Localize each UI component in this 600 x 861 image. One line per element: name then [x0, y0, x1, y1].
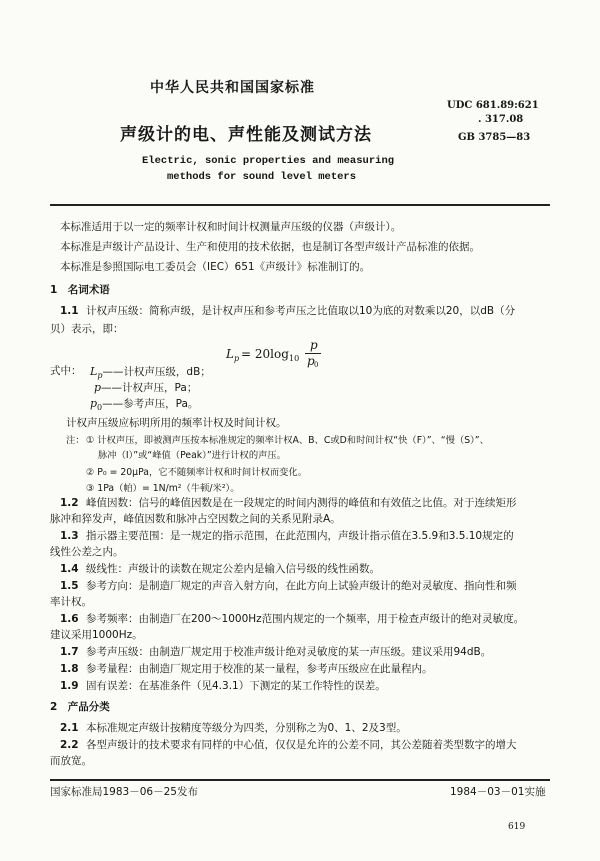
clause-1-1-after: 计权声压级应标明所用的频率计权及时间计权。: [66, 417, 287, 429]
clause-number: 1.4: [60, 563, 79, 575]
clause-1-1-line-2: 贝）表示，即：: [50, 323, 124, 335]
formula-eq: = 20log: [241, 347, 289, 361]
english-title-line-2: methods for sound level meters: [167, 171, 357, 183]
clause-line: 参考量程：由制造厂规定用于校准的某一量程，参考声压级应在此量程内。: [86, 663, 433, 675]
gb-number: GB 3785—83: [458, 132, 531, 143]
formula-numerator: p: [310, 338, 318, 352]
effective-date: 1984－03－01实施: [450, 786, 546, 798]
clause-line: 参考方向：是制造厂规定的声音入射方向，在此方向上试验声级计的绝对灵敏度、指向性和频: [86, 580, 517, 592]
clause-number: 1.7: [60, 646, 79, 658]
clause-line: 建议采用1000Hz。: [50, 629, 143, 641]
intro-paragraph-1: 本标准适用于以一定的频率计权和时间计权测量声压级的仪器（声级计）。: [60, 221, 402, 233]
header-divider: [50, 204, 550, 206]
definition-subscript: 0: [97, 403, 103, 413]
note-1-line-1: ① 计权声压，即被测声压按本标准规定的频率计权A、B、C或D和时间计权“快（F）”、“慢（S）”、: [86, 435, 489, 446]
page-number: 619: [508, 822, 526, 832]
issue-date: 国家标准局1983－06－25发布: [50, 786, 198, 798]
definition-row: [94, 380, 197, 395]
note-1-line-2: 脉冲（I）”或“峰值（Peak）”进行计权的声压。: [98, 450, 287, 461]
footer-divider: [50, 779, 550, 781]
clause-number: 1.6: [60, 613, 79, 625]
clause-line: 峰值因数：信号的峰值因数是在一段规定的时间内测得的峰值和有效值之比值。对于连续矩形: [86, 497, 517, 509]
formula-denominator-subscript: 0: [314, 361, 319, 369]
udc-code: UDC 681.89:621: [447, 100, 539, 111]
clause-line: 率计权。: [50, 596, 92, 608]
formula-lhs: L: [226, 347, 234, 361]
section-1-heading: 1 名词术语: [50, 284, 110, 296]
clause-line: 参考频率：由制造厂在200～1000Hz范围内规定的一个频率，用于检查声级计的绝对灵敏度。: [86, 613, 525, 625]
clause-line: 固有误差：在基准条件（见4.3.1）下测定的某工作特性的误差。: [86, 680, 386, 692]
document-title: 声级计的电、声性能及测试方法: [120, 125, 372, 145]
standard-type: 中华人民共和国国家标准: [150, 80, 315, 96]
definition-text: ——计权声压，Pa；: [101, 382, 198, 394]
clause-number: 1.8: [60, 663, 79, 675]
clause-line: 脉冲和猝发声，峰值因数和脉冲占空因数之间的关系见附录A。: [50, 513, 341, 525]
note-3: ③ 1Pa（帕）= 1N/m²（牛顿/米²）。: [86, 483, 240, 494]
clause-line: 各型声级计的技术要求有同样的中心值，仅仅是允许的公差不同，其公差随着类型数字的增大: [86, 739, 517, 751]
udc-code-continued: . 317.08: [478, 114, 524, 125]
formula-log-base: 10: [289, 354, 300, 363]
definition-subscript: p: [97, 371, 103, 381]
note-2: ② P₀ = 20μPa，它不随频率计权和时间计权而变化。: [86, 467, 308, 478]
where-label: 式中：: [50, 365, 82, 377]
section-2-heading: 2 产品分类: [50, 701, 110, 713]
intro-paragraph-2: 本标准是声级计产品设计、生产和使用的技术依据，也是制订各型声级计产品标准的依据。: [60, 241, 480, 253]
clause-number: 1.5: [60, 580, 79, 592]
formula-denominator: p: [307, 354, 315, 368]
clause-number: 1.3: [60, 530, 79, 542]
definition-text: ——参考声压，Pa。: [102, 398, 199, 410]
intro-paragraph-3: 本标准是参照国际电工委员会（IEC）651《声级计》标准制订的。: [60, 261, 371, 273]
clause-number: 2.1: [60, 722, 79, 734]
note-label: 注：: [66, 435, 85, 446]
formula-lhs-subscript: p: [234, 354, 240, 363]
clause-line: 线性公差之内。: [50, 546, 124, 558]
clause-line: 指示器主要范围：是一规定的指示范围，在此范围内，声级计指示值在3.5.9和3.5.10规定的: [86, 530, 514, 542]
clause-number: 1.1: [60, 305, 79, 317]
clause-line: 本标准规定声级计按精度等级分为四类，分别称之为0、1、2及3型。: [86, 722, 407, 734]
clause-line: 而放宽。: [50, 755, 92, 767]
clause-number: 1.9: [60, 680, 79, 692]
clause-number: 1.2: [60, 497, 79, 509]
clause-number: 2.2: [60, 739, 79, 751]
clause-line: 参考声压级：由制造厂规定用于校准声级计绝对灵敏度的某一声压级。建议采用94dB。: [86, 646, 492, 658]
definition-row: [90, 364, 211, 380]
definition-symbol: p: [94, 381, 102, 394]
clause-line: 级线性：声级计的读数在规定公差内是输入信号级的线性函数。: [86, 563, 380, 575]
definition-symbol: L: [90, 365, 98, 378]
definition-row: [90, 396, 198, 412]
english-title-line-1: Electric, sonic properties and measuring: [142, 155, 395, 167]
definition-symbol: p: [90, 397, 98, 410]
definition-text: ——计权声压级，dB；: [102, 366, 211, 378]
clause-1-1-line-1: 计权声压级：简称声级，是计权声压和参考声压之比值取以10为底的对数乘以20，以dB（分: [86, 305, 516, 317]
